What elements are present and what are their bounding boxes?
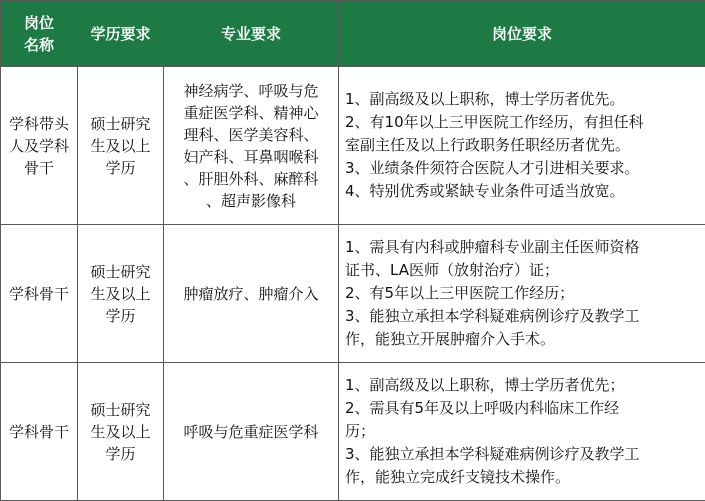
requirement-line: 证书、LA医师（放射治疗）证；	[345, 259, 701, 282]
requirement-line: 3、业绩条件须符合医院人才引进相关要求。	[345, 157, 701, 180]
education-line: 生及以上	[81, 135, 160, 157]
major-line: 肿瘤放疗、肿瘤介入	[167, 283, 335, 305]
major-cell	[164, 67, 339, 225]
position-line: 学科骨干	[4, 421, 74, 443]
position-cell	[1, 67, 78, 225]
education-line: 学历	[81, 157, 160, 179]
requirement-line: 1、副高级及以上职称，博士学历者优先。	[345, 88, 701, 111]
major-line: 神经病学、呼吸与危	[167, 80, 335, 102]
education-line: 硕士研究	[81, 261, 160, 283]
major-line: 呼吸与危重症医学科	[167, 421, 335, 443]
header-position	[1, 1, 78, 67]
major-cell	[164, 363, 339, 501]
major-line: 、肝胆外科、麻醉科	[167, 168, 335, 190]
header-row	[1, 1, 705, 67]
requirement-line: 2、有10年以上三甲医院工作经历，有担任科	[345, 111, 701, 134]
requirement-line: 室副主任及以上行政职务任职经历者优先。	[345, 134, 701, 157]
requirement-line: 历；	[345, 420, 701, 443]
education-cell	[78, 363, 164, 501]
education-line: 生及以上	[81, 283, 160, 305]
requirement-line: 3、能独立承担本学科疑难病例诊疗及教学工	[345, 443, 701, 466]
header-major: 专业要求	[164, 1, 339, 67]
table-row	[1, 363, 705, 501]
position-line: 学科带头	[4, 113, 74, 135]
header-position-line-1: 岗位	[4, 12, 74, 34]
position-line: 骨干	[4, 157, 74, 179]
requirements-cell	[339, 67, 705, 225]
education-cell	[78, 225, 164, 363]
requirement-line: 1、副高级及以上职称，博士学历者优先；	[345, 374, 701, 397]
position-cell	[1, 363, 78, 501]
position-cell	[1, 225, 78, 363]
major-line: 理科、医学美容科、	[167, 124, 335, 146]
education-line: 硕士研究	[81, 113, 160, 135]
requirement-line: 作，能独立开展肿瘤介入手术。	[345, 328, 701, 351]
education-cell	[78, 67, 164, 225]
table-row	[1, 225, 705, 363]
requirements-cell	[339, 225, 705, 363]
major-line: 妇产科、耳鼻咽喉科	[167, 146, 335, 168]
requirement-line: 2、需具有5年及以上呼吸内科临床工作经	[345, 397, 701, 420]
requirements-cell	[339, 363, 705, 501]
header-requirements: 岗位要求	[339, 1, 705, 67]
requirement-line: 1、需具有内科或肿瘤科专业副主任医师资格	[345, 236, 701, 259]
major-line: 重症医学科、精神心	[167, 102, 335, 124]
requirement-line: 3、能独立承担本学科疑难病例诊疗及教学工	[345, 305, 701, 328]
position-line: 人及学科	[4, 135, 74, 157]
table-row	[1, 67, 705, 225]
education-line: 生及以上	[81, 421, 160, 443]
education-line: 学历	[81, 305, 160, 327]
header-position-line-2: 名称	[4, 34, 74, 56]
position-line: 学科骨干	[4, 283, 74, 305]
header-education: 学历要求	[78, 1, 164, 67]
major-line: 、超声影像科	[167, 190, 335, 212]
requirement-line: 4、特别优秀或紧缺专业条件可适当放宽。	[345, 180, 701, 203]
education-line: 硕士研究	[81, 399, 160, 421]
major-cell	[164, 225, 339, 363]
requirement-line: 2、有5年以上三甲医院工作经历；	[345, 282, 701, 305]
requirement-line: 作，能独立完成纤支镜技术操作。	[345, 466, 701, 489]
education-line: 学历	[81, 443, 160, 465]
